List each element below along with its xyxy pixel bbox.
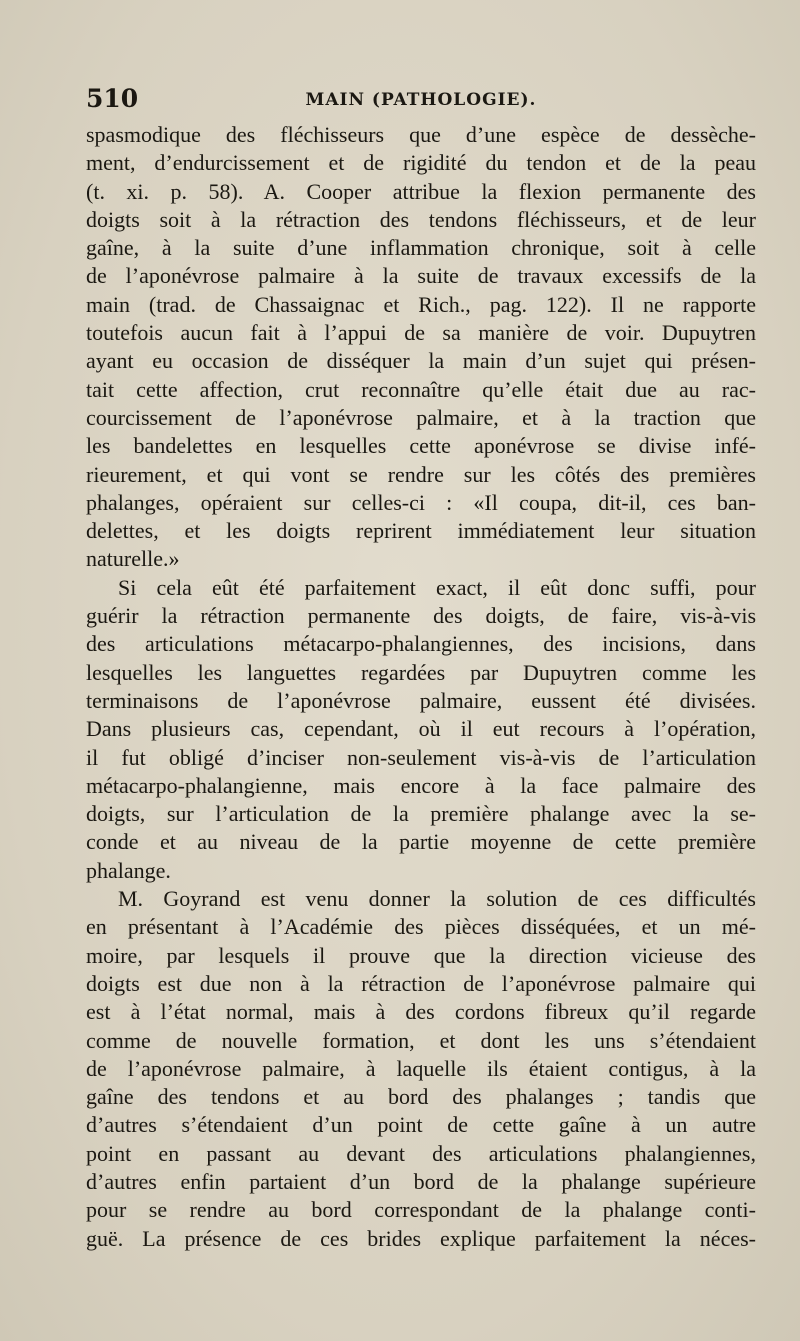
- text-line: phalanges, opéraient sur celles-ci : «Il coupa, dit-il, ces ban-: [86, 489, 756, 515]
- text-line: moire, par lesquels il prouve que la direction vicieuse des: [86, 942, 756, 968]
- text-line: doigts est due non à la rétraction de l’aponévrose palmaire qui: [86, 970, 756, 996]
- text-line: métacarpo-phalangienne, mais encore à la face palmaire des: [86, 772, 756, 798]
- text-line: de l’aponévrose palmaire, à laquelle ils étaient contigus, à la: [86, 1055, 756, 1081]
- text-line: Si cela eût été parfaitement exact, il eût donc suffi, pour: [118, 574, 756, 600]
- text-line: gaîne, à la suite d’une inflammation chronique, soit à celle: [86, 235, 756, 261]
- paragraph-1: [86, 121, 756, 574]
- text-line: gaîne des tendons et au bord des phalanges ; tandis que: [86, 1084, 756, 1110]
- text-line: courcissement de l’aponévrose palmaire, et à la traction que: [86, 404, 756, 430]
- text-line: main (trad. de Chassaignac et Rich., pag. 122). Il ne rapporte: [86, 291, 756, 317]
- running-title: MAIN (PATHOLOGIE).: [305, 90, 537, 110]
- page-header: [86, 84, 756, 118]
- text-line: il fut obligé d’inciser non-seulement vis-à-vis de l’articulation: [86, 744, 756, 770]
- text-line: doigts soit à la rétraction des tendons fléchisseurs, et de leur: [86, 206, 756, 232]
- text-line: comme de nouvelle formation, et dont les uns s’étendaient: [86, 1027, 756, 1053]
- text-line: tait cette affection, crut reconnaître qu’elle était due au rac-: [86, 376, 756, 402]
- text-line: delettes, et les doigts reprirent immédiatement leur situation: [86, 518, 756, 544]
- text-line: les bandelettes en lesquelles cette aponévrose se divise infé-: [86, 433, 756, 459]
- text-line: naturelle.»: [86, 546, 180, 572]
- text-line: guë. La présence de ces brides explique parfaitement la néces-: [86, 1225, 756, 1251]
- text-line: doigts, sur l’articulation de la première phalange avec la se-: [86, 801, 756, 827]
- text-line: d’autres s’étendaient d’un point de cette gaîne à un autre: [86, 1112, 756, 1138]
- text-line: pour se rendre au bord correspondant de la phalange conti-: [86, 1197, 756, 1223]
- body-text: [86, 121, 756, 1253]
- text-line: phalange.: [86, 857, 171, 883]
- text-line: d’autres enfin partaient d’un bord de la phalange supérieure: [86, 1168, 756, 1194]
- paragraph-3: [86, 885, 756, 1253]
- text-line: en présentant à l’Académie des pièces disséquées, et un mé-: [86, 914, 756, 940]
- text-line: est à l’état normal, mais à des cordons fibreux qu’il regarde: [86, 999, 756, 1025]
- text-line: guérir la rétraction permanente des doigts, de faire, vis-à-vis: [86, 603, 756, 629]
- text-line: toutefois aucun fait à l’appui de sa manière de voir. Dupuytren: [86, 320, 756, 346]
- text-line: M. Goyrand est venu donner la solution de ces difficultés: [118, 886, 756, 912]
- text-line: rieurement, et qui vont se rendre sur les côtés des premières: [86, 461, 756, 487]
- text-line: (t. xi. p. 58). A. Cooper attribue la flexion permanente des: [86, 178, 756, 204]
- page-number: 510: [86, 84, 139, 113]
- text-line: lesquelles les languettes regardées par Dupuytren comme les: [86, 659, 756, 685]
- text-line: spasmodique des fléchisseurs que d’une espèce de dessèche-: [86, 122, 756, 147]
- text-line: ayant eu occasion de disséquer la main d’un sujet qui présen-: [86, 348, 756, 374]
- text-line: ment, d’endurcissement et de rigidité du tendon et de la peau: [86, 150, 756, 176]
- paragraph-2: [86, 574, 756, 885]
- text-line: de l’aponévrose palmaire à la suite de travaux excessifs de la: [86, 263, 756, 289]
- text-line: conde et au niveau de la partie moyenne de cette première: [86, 829, 756, 855]
- text-line: terminaisons de l’aponévrose palmaire, eussent été divisées.: [86, 687, 756, 713]
- text-line: des articulations métacarpo-phalangiennes, des incisions, dans: [86, 631, 756, 657]
- text-line: Dans plusieurs cas, cependant, où il eut recours à l’opération,: [86, 716, 756, 742]
- text-line: point en passant au devant des articulations phalangiennes,: [86, 1140, 756, 1166]
